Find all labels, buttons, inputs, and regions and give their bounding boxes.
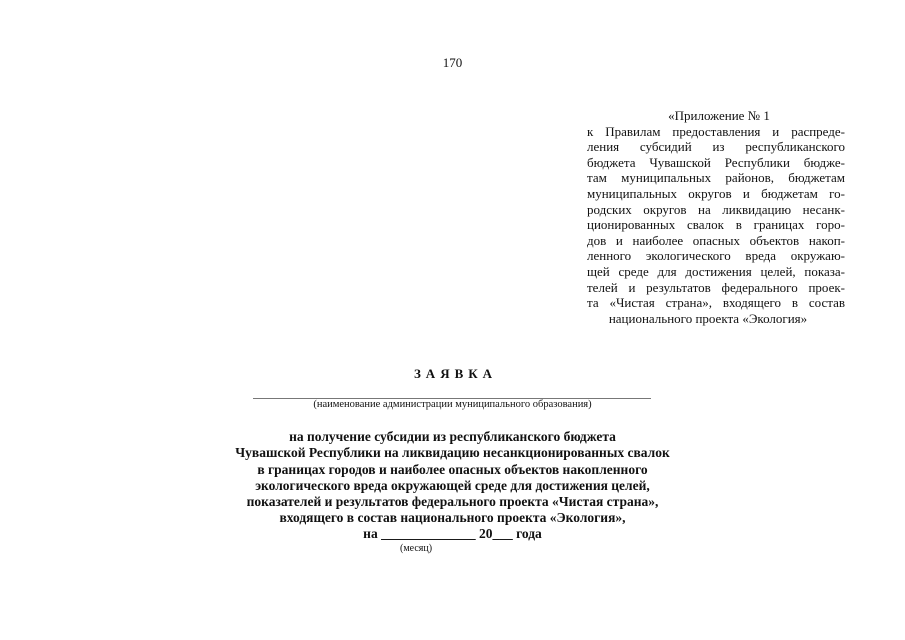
purpose-line: в границах городов и наиболее опасных объектов накопленного — [257, 461, 648, 477]
appendix-line: ленного экологического вреда окружаю- — [587, 248, 845, 264]
purpose-line: показателей и результатов федерального проекта «Чистая страна», — [246, 494, 659, 510]
appendix-line: та «Чистая страна», входящего в состав — [587, 295, 845, 311]
applicant-name-caption: (наименование администрации муниципального образования) — [313, 399, 592, 410]
appendix-line: дов и наиболее опасных объектов накоп- — [587, 232, 845, 248]
purpose-line: экологического вреда окружающей среде для достижения целей, — [255, 477, 650, 493]
month-caption: (месяц) — [400, 543, 433, 554]
page-number: 170 — [442, 55, 463, 70]
appendix-line: телей и результатов федерального проек- — [587, 279, 845, 295]
request-purpose — [0, 429, 905, 527]
appendix-line: муниципальных округов и бюджетам го- — [587, 185, 845, 201]
purpose-line: входящего в состав национального проекта «Экология», — [279, 510, 626, 526]
appendix-line: ления субсидий из республиканского — [587, 139, 845, 155]
appendix-line: родских округов на ликвидацию несанк- — [587, 201, 845, 217]
reporting-period-line: на ______________ 20___ года — [363, 526, 542, 541]
appendix-line: к Правилам предоставления и распреде- — [587, 123, 845, 139]
purpose-line: Чувашской Республики на ликвидацию несанкционированных свалок — [235, 445, 670, 461]
appendix-line: ционированных свалок в границах горо- — [587, 217, 845, 233]
appendix-block — [587, 108, 845, 326]
appendix-line: там муниципальных районов, бюджетам — [587, 170, 845, 186]
appendix-title: «Приложение № 1 — [668, 108, 770, 123]
appendix-line: национального проекта «Экология» — [608, 310, 808, 326]
purpose-line: на получение субсидии из республиканского бюджета — [289, 429, 616, 444]
appendix-line: щей среде для достижения целей, показа- — [587, 263, 845, 279]
appendix-line: бюджета Чувашской Республики бюдже- — [587, 154, 845, 170]
document-heading: ЗАЯВКА — [413, 366, 498, 381]
